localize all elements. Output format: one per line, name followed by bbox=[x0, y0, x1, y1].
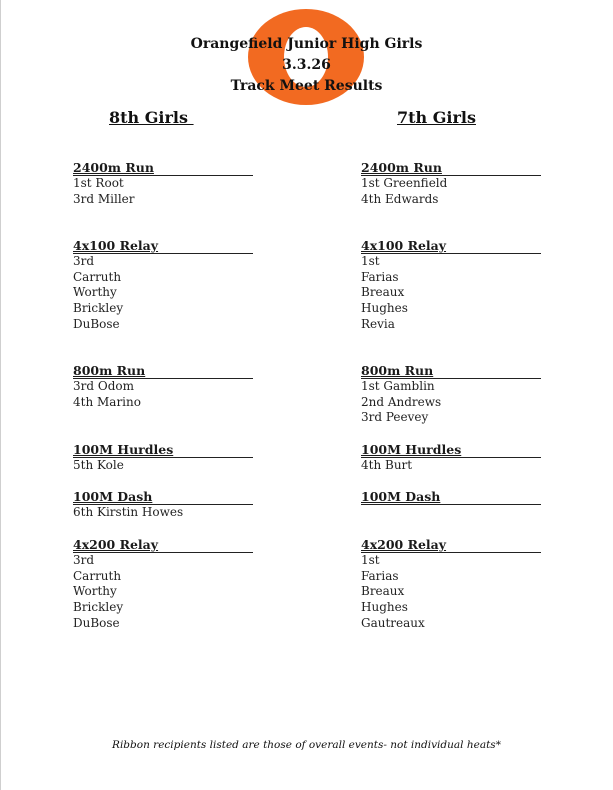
event-block bbox=[361, 160, 541, 207]
event-block bbox=[361, 238, 541, 333]
result-line: 4th Edwards bbox=[361, 191, 439, 206]
result-line: 3rd Peevey bbox=[361, 410, 429, 425]
result-line: Worthy bbox=[73, 584, 117, 599]
result-line: Farias bbox=[361, 269, 399, 284]
result-line: Breaux bbox=[361, 285, 405, 300]
result-line: 1st bbox=[361, 254, 380, 268]
result-line: 3rd bbox=[73, 254, 95, 268]
result-line: Breaux bbox=[361, 584, 405, 599]
header-title: Track Meet Results bbox=[230, 78, 383, 94]
event-block bbox=[361, 489, 541, 505]
result-line: Brickley bbox=[73, 600, 124, 615]
result-line: Gautreaux bbox=[361, 615, 425, 630]
result-line: 3rd bbox=[73, 553, 95, 567]
result-line: Brickley bbox=[73, 301, 124, 316]
result-line: DuBose bbox=[73, 615, 120, 630]
result-line: DuBose bbox=[73, 316, 120, 331]
result-line: 2nd Andrews bbox=[361, 394, 442, 409]
event-title: 4x200 Relay bbox=[73, 537, 253, 553]
result-line: 1st bbox=[361, 553, 380, 567]
column-title-8th-girls: 8th Girls bbox=[109, 108, 194, 127]
header-school: Orangefield Junior High Girls bbox=[190, 36, 423, 52]
event-block bbox=[73, 442, 253, 474]
result-line: 4th Marino bbox=[73, 394, 141, 409]
event-block bbox=[73, 363, 253, 410]
event-title: 100M Hurdles bbox=[361, 442, 541, 458]
event-title: 4x100 Relay bbox=[73, 238, 253, 254]
result-line: Hughes bbox=[361, 301, 408, 316]
event-title: 2400m Run bbox=[361, 160, 541, 176]
footer-note: Ribbon recipients listed are those of overall events- not individual heats* bbox=[112, 739, 501, 751]
result-line: 3rd Miller bbox=[73, 191, 135, 206]
event-title: 4x200 Relay bbox=[361, 537, 541, 553]
event-block bbox=[73, 489, 253, 521]
result-line: 1st Root bbox=[73, 176, 124, 190]
event-title: 2400m Run bbox=[73, 160, 253, 176]
result-line: 6th Kirstin Howes bbox=[73, 505, 184, 519]
result-line: Farias bbox=[361, 568, 399, 583]
result-line: Hughes bbox=[361, 600, 408, 615]
result-line: 5th Kole bbox=[73, 458, 124, 472]
event-title: 100M Dash bbox=[361, 489, 541, 505]
event-block bbox=[361, 537, 541, 632]
event-block bbox=[73, 537, 253, 632]
result-line: Worthy bbox=[73, 285, 117, 300]
event-block bbox=[73, 160, 253, 207]
result-line: Revia bbox=[361, 316, 395, 331]
result-line: 1st Greenfield bbox=[361, 176, 448, 190]
result-line: 4th Burt bbox=[361, 458, 413, 472]
result-line: Carruth bbox=[73, 269, 122, 284]
event-title: 4x100 Relay bbox=[361, 238, 541, 254]
result-line: 1st Gamblin bbox=[361, 379, 435, 393]
result-line: Carruth bbox=[73, 568, 122, 583]
header-date: 3.3.26 bbox=[282, 57, 331, 73]
page-border bbox=[0, 0, 1, 790]
event-title: 100M Dash bbox=[73, 489, 253, 505]
event-block bbox=[361, 442, 541, 474]
column-title-7th-girls: 7th Girls bbox=[397, 108, 476, 127]
event-title: 800m Run bbox=[73, 363, 253, 379]
result-line: 3rd Odom bbox=[73, 379, 134, 393]
event-block bbox=[73, 238, 253, 333]
event-title: 100M Hurdles bbox=[73, 442, 253, 458]
event-block bbox=[361, 363, 541, 426]
event-title: 800m Run bbox=[361, 363, 541, 379]
document-header bbox=[0, 34, 613, 97]
